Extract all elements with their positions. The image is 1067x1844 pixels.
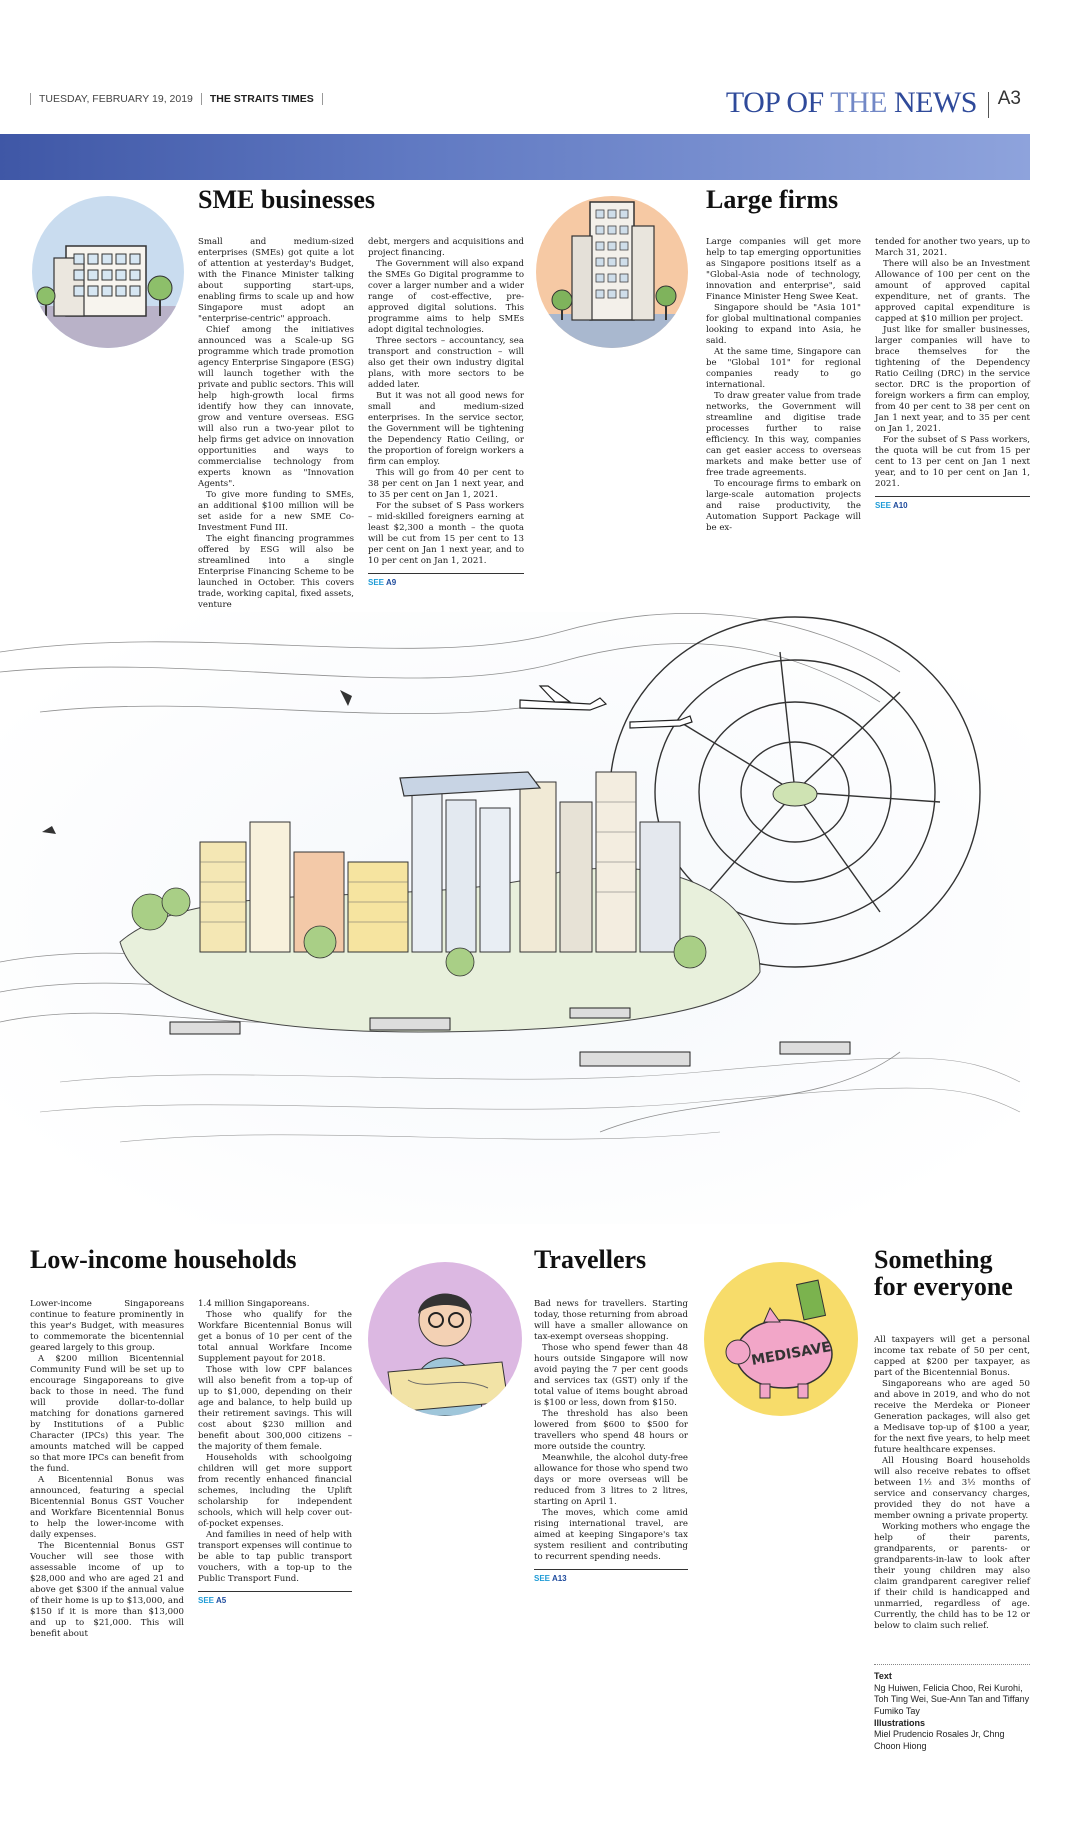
paragraph: Lower-income Singaporeans continue to feature prominently in this year's Budget, with measures to commemorate the bicentennial geared largely to this group. [30,1299,184,1354]
see-label: SEE [368,578,385,588]
divider [30,93,31,105]
paragraph: Singaporeans who are aged 50 and above in 2019, and who do not receive the Merdeka or Pioneer Generation packages, will also get a Medisave top-up of $100 a year, for the next five years, to help meet future healthcare expenses. [874,1378,1030,1455]
paragraph: The eight financing programmes offered by ESG will also be streamlined into a single Enterprise Financing Scheme to be launched in October. This covers trade, working capital, fixed assets, venture [198,534,354,611]
paragraph: For the subset of S Pass workers, the quota will be cut from 15 per cent to 13 per cent on Jan 1 next year, and to 10 per cent on Jan 1, 2021. [875,435,1030,490]
credits-illustrations-label: Illustrations [874,1717,926,1728]
paragraph: And families in need of help with transport expenses will continue to be able to tap public transport vouchers, with a top-up to the Public Transport Fund. [198,1530,352,1585]
paragraph: The Government will also expand the SMEs Go Digital programme to cover a larger number and a wider range of cost-effective, pre-approved digital solutions. This programme aims to help SMEs adopt digital technologies. [368,259,524,336]
see-page-link[interactable] [875,496,1030,511]
paragraph: At the same time, Singapore can be "Global 101" for regional companies ready to go international. [706,347,861,391]
paragraph: Households with schoolgoing children will get more support from recently enhanced financial schemes, including the Uplift scholarship for independent schools, which will help cover out-of-pocket expenses. [198,1453,352,1530]
masthead [30,88,323,110]
paragraph: A $200 million Bicentennial Community Fund will be set up to encourage Singaporeans to give back to those in need. The fund will provide dollar-to-dollar matching for donations garnered by Institutions of a Public Character (IPCs) this year. The amounts matched will be capped so that more IPCs can benefit from the fund. [30,1354,184,1475]
credits-text-names: Ng Huiwen, Felicia Choo, Rei Kurohi, Toh Ting Wei, Sue-Ann Tan and Tiffany Fumiko Tay [874,1682,1030,1717]
divider [201,93,202,105]
see-page-link[interactable] [198,1591,352,1606]
large-firms-illustration [536,196,688,348]
travellers-story [534,1246,688,1585]
see-page-number: A13 [551,1574,567,1584]
section-title-part3: NEWS [894,86,977,119]
ship-icon [580,1052,690,1066]
large-firms-column-2 [875,237,1030,534]
see-page-number: A5 [215,1596,227,1606]
medisave-piggy-illustration [704,1262,858,1416]
see-label: SEE [534,1574,551,1584]
section-title-part1: TOP OF [725,86,831,119]
ship-icon [370,1018,450,1030]
divider [322,93,323,105]
ship-icon [170,1022,240,1034]
credits [874,1664,1030,1753]
paragraph: For the subset of S Pass workers – mid-skilled foreigners earning at least $2,300 a month – the quota will be cut from 15 per cent to 13 per cent on Jan 1 next year, and to 10 per cent on Jan 1, 2021. [368,501,524,567]
header-color-band [0,134,1030,180]
see-label: SEE [198,1596,215,1606]
paragraph: tended for another two years, up to March 31, 2021. [875,237,1030,259]
office-building-icon [32,196,184,348]
large-firms-column-1 [706,237,861,534]
paragraph: debt, mergers and acquisitions and project financing. [368,237,524,259]
page-number: A3 [997,88,1021,109]
paragraph: To draw greater value from trade networks, the Government will streamline and digitise trade processes further to raise efficiency. In this way, companies can get easier access to overseas markets and make better use of free trade agreements. [706,391,861,479]
see-page-number: A9 [385,578,397,588]
piggy-label: MEDISAVE [750,1339,833,1369]
traveller-illustration [368,1262,522,1416]
paragraph: Working mothers who engage the help of their parents, grandparents, or parents- or grandparents-in-law to look after their young children may also claim grandparent caregiver relief if their child is handicapped and unmarried, regardless of age. Currently, the child has to be 12 or below to claim such relief. [874,1521,1030,1631]
paragraph: Those who qualify for the Workfare Bicentennial Bonus will get a bonus of 10 per cent of the total annual Workfare Income Supplement payout for 2018. [198,1310,352,1365]
credits-text-label: Text [874,1671,892,1681]
travellers-headline: Travellers [534,1245,647,1274]
traveller-with-map-icon [368,1262,522,1416]
sme-column-1 [198,237,354,611]
large-firms-headline: Large firms [706,185,839,214]
paragraph: All taxpayers will get a personal income tax rebate of 50 per cent, capped at $200 per taxpayer, as part of the Bicentennial Bonus. [874,1334,1030,1378]
paragraph: Bad news for travellers. Starting today, those returning from abroad will have a smaller allowance on tax-exempt overseas shopping. [534,1299,688,1343]
issue-date: TUESDAY, FEBRUARY 19, 2019 [39,93,193,105]
see-page-link[interactable] [534,1569,688,1584]
paragraph: Those with low CPF balances will also benefit from a top-up of up to $1,000, depending on their age and balance, to help build up their retirement savings. This will cost about $230 million and benefit about 300,000 citizens – the majority of them female. [198,1365,352,1453]
paragraph: 1.4 million Singaporeans. [198,1299,310,1310]
paragraph: Just like for smaller businesses, larger companies will have to brace themselves for the tightening of the Dependency Ratio Ceiling (DRC) in the service sector. DRC is the proportion of foreign workers a firm can employ, from 40 per cent to 38 per cent on Jan 1 next year, and to 35 per cent on Jan 1, 2021. [875,325,1030,435]
everyone-column-1 [874,1335,1030,1632]
low-income-story [30,1246,352,1640]
sme-headline: SME businesses [198,185,375,214]
paragraph: But it was not all good news for small and medium-sized enterprises. In the service sector, the Government will be tightening the Dependency Ratio Ceiling, or the proportion of foreign workers a firm can employ. [368,391,524,468]
paragraph: Singapore should be "Asia 101" for global multinational companies looking to expand into Asia, he said. [706,303,861,347]
large-firms-story [706,186,1030,534]
skyscraper-icon [536,196,688,348]
paragraph: A Bicentennial Bonus was announced, featuring a special Bicentennial Bonus GST Voucher and Workfare Bicentennial Bonus to help the lower-income with daily expenses. [30,1475,184,1541]
divider [988,92,989,118]
credits-illustrations-names: Miel Prudencio Rosales Jr, Chng Choon Hiong [874,1729,1005,1752]
everyone-headline [874,1246,1030,1301]
paragraph: Large companies will get more help to tap emerging opportunities as Singapore positions itself as a "Global-Asia node of technology, innovation and enterprise", said Finance Minister Heng Swee Keat. [706,237,861,303]
paragraph: Small and medium-sized enterprises (SMEs) got quite a lot of attention at yesterday's Budget, with the Finance Minister talking about supporting start-ups, enabling firms to scale up and how Singapore must adopt an "enterprise-centric" approach. [198,237,354,325]
paragraph: The moves, which come amid rising international travel, are aimed at keeping Singapore's tax system resilient and contributing to recurrent spending needs. [534,1508,688,1563]
paragraph: There will also be an Investment Allowance of 100 per cent on the amount of approved capital expenditure, net of grants. The approved capital expenditure is capped at $10 million per project. [875,259,1030,325]
paragraph: To encourage firms to embark on large-scale automation projects and raise productivity, the Automation Support Package will be ex- [706,479,861,534]
paragraph: Chief among the initiatives announced was a Scale-up SG programme which trade promotion agency Enterprise Singapore (ESG) will launch together with the private and public sectors. This will help high-growth local firms identify how they can innovate, grow and venture overseas. ESG will also run a two-year pilot to help firms get advice on innovation opportunities and ways to commercialise technology from experts known as "Innovation Agents". [198,325,354,490]
ship-icon [780,1042,850,1054]
paragraph: All Housing Board households will also receive rebates to offset between 1½ and 3½ months of service and conservancy charges, provided they do not have a member owning a private property. [874,1455,1030,1521]
newspaper-name: THE STRAITS TIMES [209,93,314,105]
low-income-column-1 [30,1299,184,1640]
see-page-link[interactable] [368,573,524,588]
see-page-number: A10 [892,501,908,511]
everyone-story [874,1246,1030,1632]
paragraph: The Bicentennial Bonus GST Voucher will see those with assessable income of up to $28,000 and who are aged 21 and above get $300 if the annual value of their home is up to $13,000, and $150 if it is more than $13,000 and up to $21,000. This will benefit about [30,1541,184,1640]
piggy-bank-icon [704,1262,858,1416]
paragraph: Those who spend fewer than 48 hours outside Singapore will now avoid paying the 7 per cent goods and services tax (GST) only if the total value of items bought abroad is $100 or less, down from $150. [534,1343,688,1409]
travellers-column-1 [534,1299,688,1584]
sme-building-illustration [32,196,184,348]
ship-icon [570,1008,630,1018]
paragraph: Meanwhile, the alcohol duty-free allowance for those who spend two days or more overseas will be reduced from 3 litres to 2 litres, starting on April 1. [534,1453,688,1508]
paragraph: This will go from 40 per cent to 38 per cent on Jan 1 next year, and to 35 per cent on Jan 1, 2021. [368,468,524,501]
paragraph: To give more funding to SMEs, an additional $100 million will be set aside for a new SME Co-Investment Fund III. [198,490,354,534]
singapore-skyline-illustration [0,612,1030,1224]
low-income-headline: Low-income households [30,1245,297,1274]
sme-column-2 [368,237,524,611]
headline-line: for everyone [874,1272,1013,1302]
low-income-column-2 [198,1299,352,1640]
section-title-part2: THE [830,86,887,119]
sme-story [198,186,524,611]
paragraph: The threshold has also been lowered from $600 to $500 for travellers who spend 48 hours or more outside the country. [534,1409,688,1453]
paragraph: Three sectors – accountancy, sea transport and construction – will also get their own industry digital plans, with more sectors to be added later. [368,336,524,391]
section-title [726,86,977,120]
see-label: SEE [875,501,892,511]
headline-line: Something [874,1245,993,1274]
